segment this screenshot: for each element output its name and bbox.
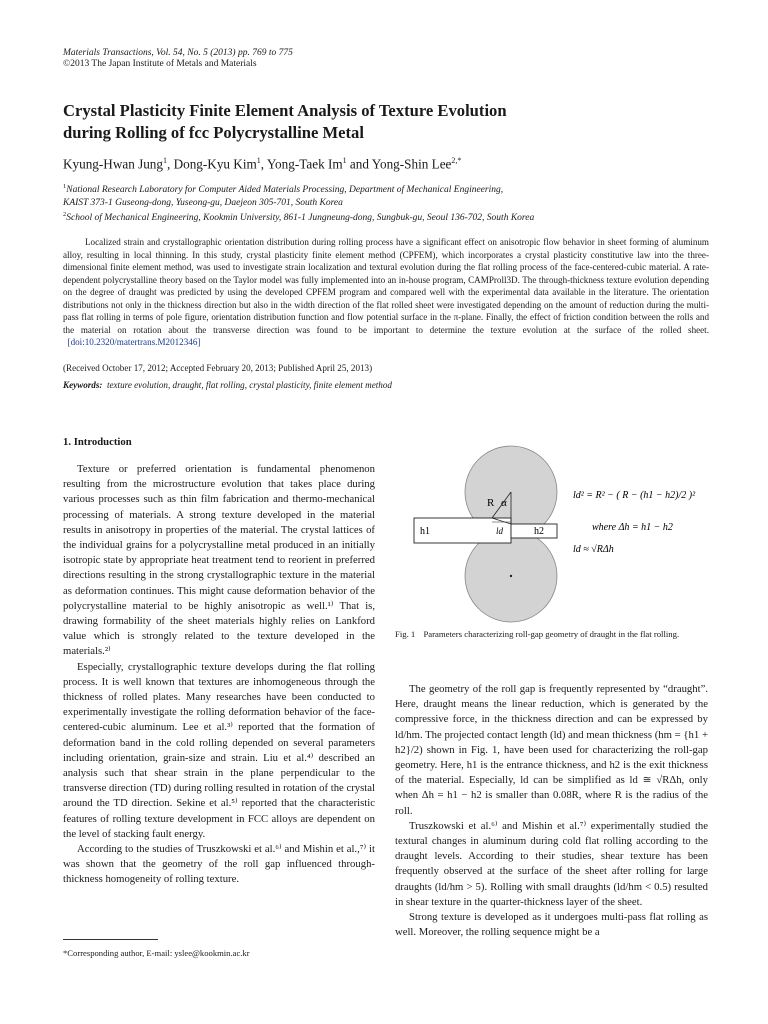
copyright-line: ©2013 The Japan Institute of Metals and Materials	[63, 59, 257, 69]
keywords-label: Keywords:	[63, 380, 103, 390]
affiliation-sup: 1	[63, 183, 67, 190]
author-affil-sup: 1	[163, 156, 167, 165]
left-column	[63, 462, 375, 888]
author-separator: ,	[260, 156, 267, 172]
paper-title	[63, 100, 703, 144]
journal-citation: Materials Transactions, Vol. 54, No. 5 (2013) pp. 769 to 775	[63, 48, 293, 58]
roll-center-dot	[510, 575, 512, 577]
section-title: 1. Introduction	[63, 436, 132, 448]
affiliation-1	[63, 181, 534, 197]
figure-caption	[395, 628, 708, 641]
label-alpha: α	[501, 497, 507, 509]
equation-3: ld ≈ √RΔh	[573, 544, 614, 555]
footnote-divider	[63, 939, 158, 940]
affiliation-text: KAIST 373-1 Guseong-dong, Yuseong-gu, Daejeon 305-701, South Korea	[63, 197, 343, 208]
paragraph: According to the studies of Truszkowski et al.⁶⁾ and Mishin et al.,⁷⁾ it was shown that the geometry of the roll gap influenced through-thickness homogeneity of rolling texture.	[63, 843, 375, 886]
affiliation-2	[63, 209, 534, 225]
paragraph: Truszkowski et al.⁶⁾ and Mishin et al.⁷⁾ experimentally studied the textural changes in aluminum during cold flat rolling according to the draught levels. According to their studies, shear texture has been frequently observed at the surface of the sheet after rolling for large draughts (ld/hm > 5). Rolling with small draughts (ld/hm < 0.5) resulted in shear texture in the quarter-thickness layer of the sheet.	[395, 819, 708, 908]
title-line-1: Crystal Plasticity Finite Element Analysis of Texture Evolution	[63, 101, 507, 120]
figure-1	[410, 438, 710, 628]
title-line-2: during Rolling of fcc Polycrystalline Metal	[63, 123, 364, 142]
affiliations	[63, 181, 534, 225]
abstract	[63, 236, 709, 349]
label-R: R	[487, 497, 495, 509]
keywords-text: texture evolution, draught, flat rolling, crystal plasticity, finite element method	[106, 380, 392, 390]
affiliation-text: School of Mechanical Engineering, Kookmin University, 861-1 Jungneung-dong, Sungbuk-gu, Seoul 136-702, South Korea	[66, 213, 535, 224]
author-separator: ,	[167, 156, 174, 172]
author-name: Yong-Taek Im	[266, 156, 343, 172]
paragraph: Texture or preferred orientation is fundamental phenomenon resulting from the microstructure evolution that takes place during various processes such as thin film fabrication and thermo-mechanical processing of materials. A strong texture developed in the material results in anisotropy in properties of the material. The crystal lattices of the individual grains for a polycrystalline metal produced in an initially isotropic state by appropriate heat treatment tend to reorient in preferred directions resulting in the strong crystallographic texture in the material as deformation continues. This might cause deformation behavior of the polycrystalline material to be highly anisotropic as well.¹⁾ That is, drawing formability of the sheet materials highly relies on Lankford value which is strongly related to the texture developed in the materials.²⁾	[63, 463, 375, 658]
equation-2: where Δh = h1 − h2	[592, 522, 673, 533]
author-name: Dong-Kyu Kim	[173, 156, 257, 172]
journal-header	[63, 48, 293, 70]
equation-1: ld² = R² − ( R − (h1 − h2)/2 )²	[573, 490, 696, 501]
right-column	[395, 682, 708, 940]
author-name: Yong-Shin Lee	[371, 156, 452, 172]
roll-gap-diagram	[410, 438, 710, 623]
paragraph: The geometry of the roll gap is frequently represented by “draught”. Here, draught means the linear reduction, which is generated by the compressive force, in the thickness direction and can be expressed by ld/hm. The projected contact length (ld) and mean thickness (hm = {h1 + h2}/2) shown in Fig. 1, have been used for characterizing the roll-gap geometry. Here, h1 is the entrance thickness, and h2 is the exit thickness of the material. Especially, ld can be simplified as ld ≅ √RΔh, only when Δh = h1 − h2 is smaller than 0.08R, where R is the radius of the roll.	[395, 683, 708, 817]
doi-link[interactable]: [doi:10.2320/matertrans.M2012346]	[67, 337, 201, 347]
abstract-text: Localized strain and crystallographic orientation distribution during rolling process have a significant effect on anisotropic flow behavior in sheet forming of aluminum alloy, resulting in local thinning. In this study, crystal plasticity finite element method (CPFEM), which incorporates a crystal plasticity constitutive law into the three-dimensional finite element method, was used to investigate strain localization and textural evolution during the flat rolling process of the face-centered-cubic material. A rate-dependent polycrystalline theory based on the Taylor model was fully implemented into an in-house program, CAMProll3D. The through-thickness texture evolution depending on the degree of draught was predicted by using the developed CPFEM program and compared well with the experimental data available in the literature. The orientation distributions not only in the thickness direction but also in the width direction of the flat rolled sheet were investigated depending on the amount of reduction during the multi-pass flat rolling in terms of pole figure, orientation distribution function and flow potential surface in the π-plane. Finally, the effect of friction condition between the rolls and the material on rotation about the transverse direction was found to be important to determine the texture evolution at the surface of the rolled sheet.	[63, 237, 709, 335]
author-separator: and	[346, 156, 372, 172]
paragraph: Strong texture is developed as it undergoes multi-pass flat rolling as well. Moreover, the rolling sequence might be a	[395, 911, 708, 939]
caption-text: Parameters characterizing roll-gap geometry of draught in the flat rolling.	[423, 629, 680, 639]
caption-label: Fig. 1	[395, 629, 416, 639]
affiliation-sup: 2	[63, 210, 67, 218]
affiliation-text: National Research Laboratory for Computer Aided Materials Processing, Department of Mechanical Engineering,	[66, 185, 504, 196]
author-affil-sup: 2,*	[451, 156, 462, 165]
author-affil-sup: 1	[256, 156, 261, 165]
author-list	[63, 156, 461, 172]
received-dates: (Received October 17, 2012; Accepted February 20, 2013; Published April 25, 2013)	[63, 363, 373, 373]
keywords	[63, 380, 392, 390]
author-affil-sup: 1	[342, 156, 347, 165]
label-h2: h2	[534, 526, 544, 537]
label-h1: h1	[420, 526, 430, 537]
paragraph: Especially, crystallographic texture develops during the flat rolling process. It is well known that textures are inhomogeneous through the thickness of rolled plates. Many researches have been conducted to experimentally investigate the rolling deformation behavior of the face-centered-cubic aluminum. Lee et al.³⁾ reported that the formation of deformation band in the cold rolling depended on several parameters including orientation, grain-size and strain. Liu et al.⁴⁾ described an analysis such that shear strain in the plane perpendicular to the transverse direction (TD) during rolling resulted in rotation of the crystal around the TD direction. Sekine et al.⁵⁾ reported that the characteristic features of rolling texture development in FCC alloys are dependent on the level of stacking fault energy.	[63, 660, 375, 840]
author-name: Kyung-Hwan Jung	[63, 156, 163, 172]
footnote: *Corresponding author, E-mail: yslee@kookmin.ac.kr	[63, 948, 250, 958]
label-ld: ld	[496, 526, 504, 536]
